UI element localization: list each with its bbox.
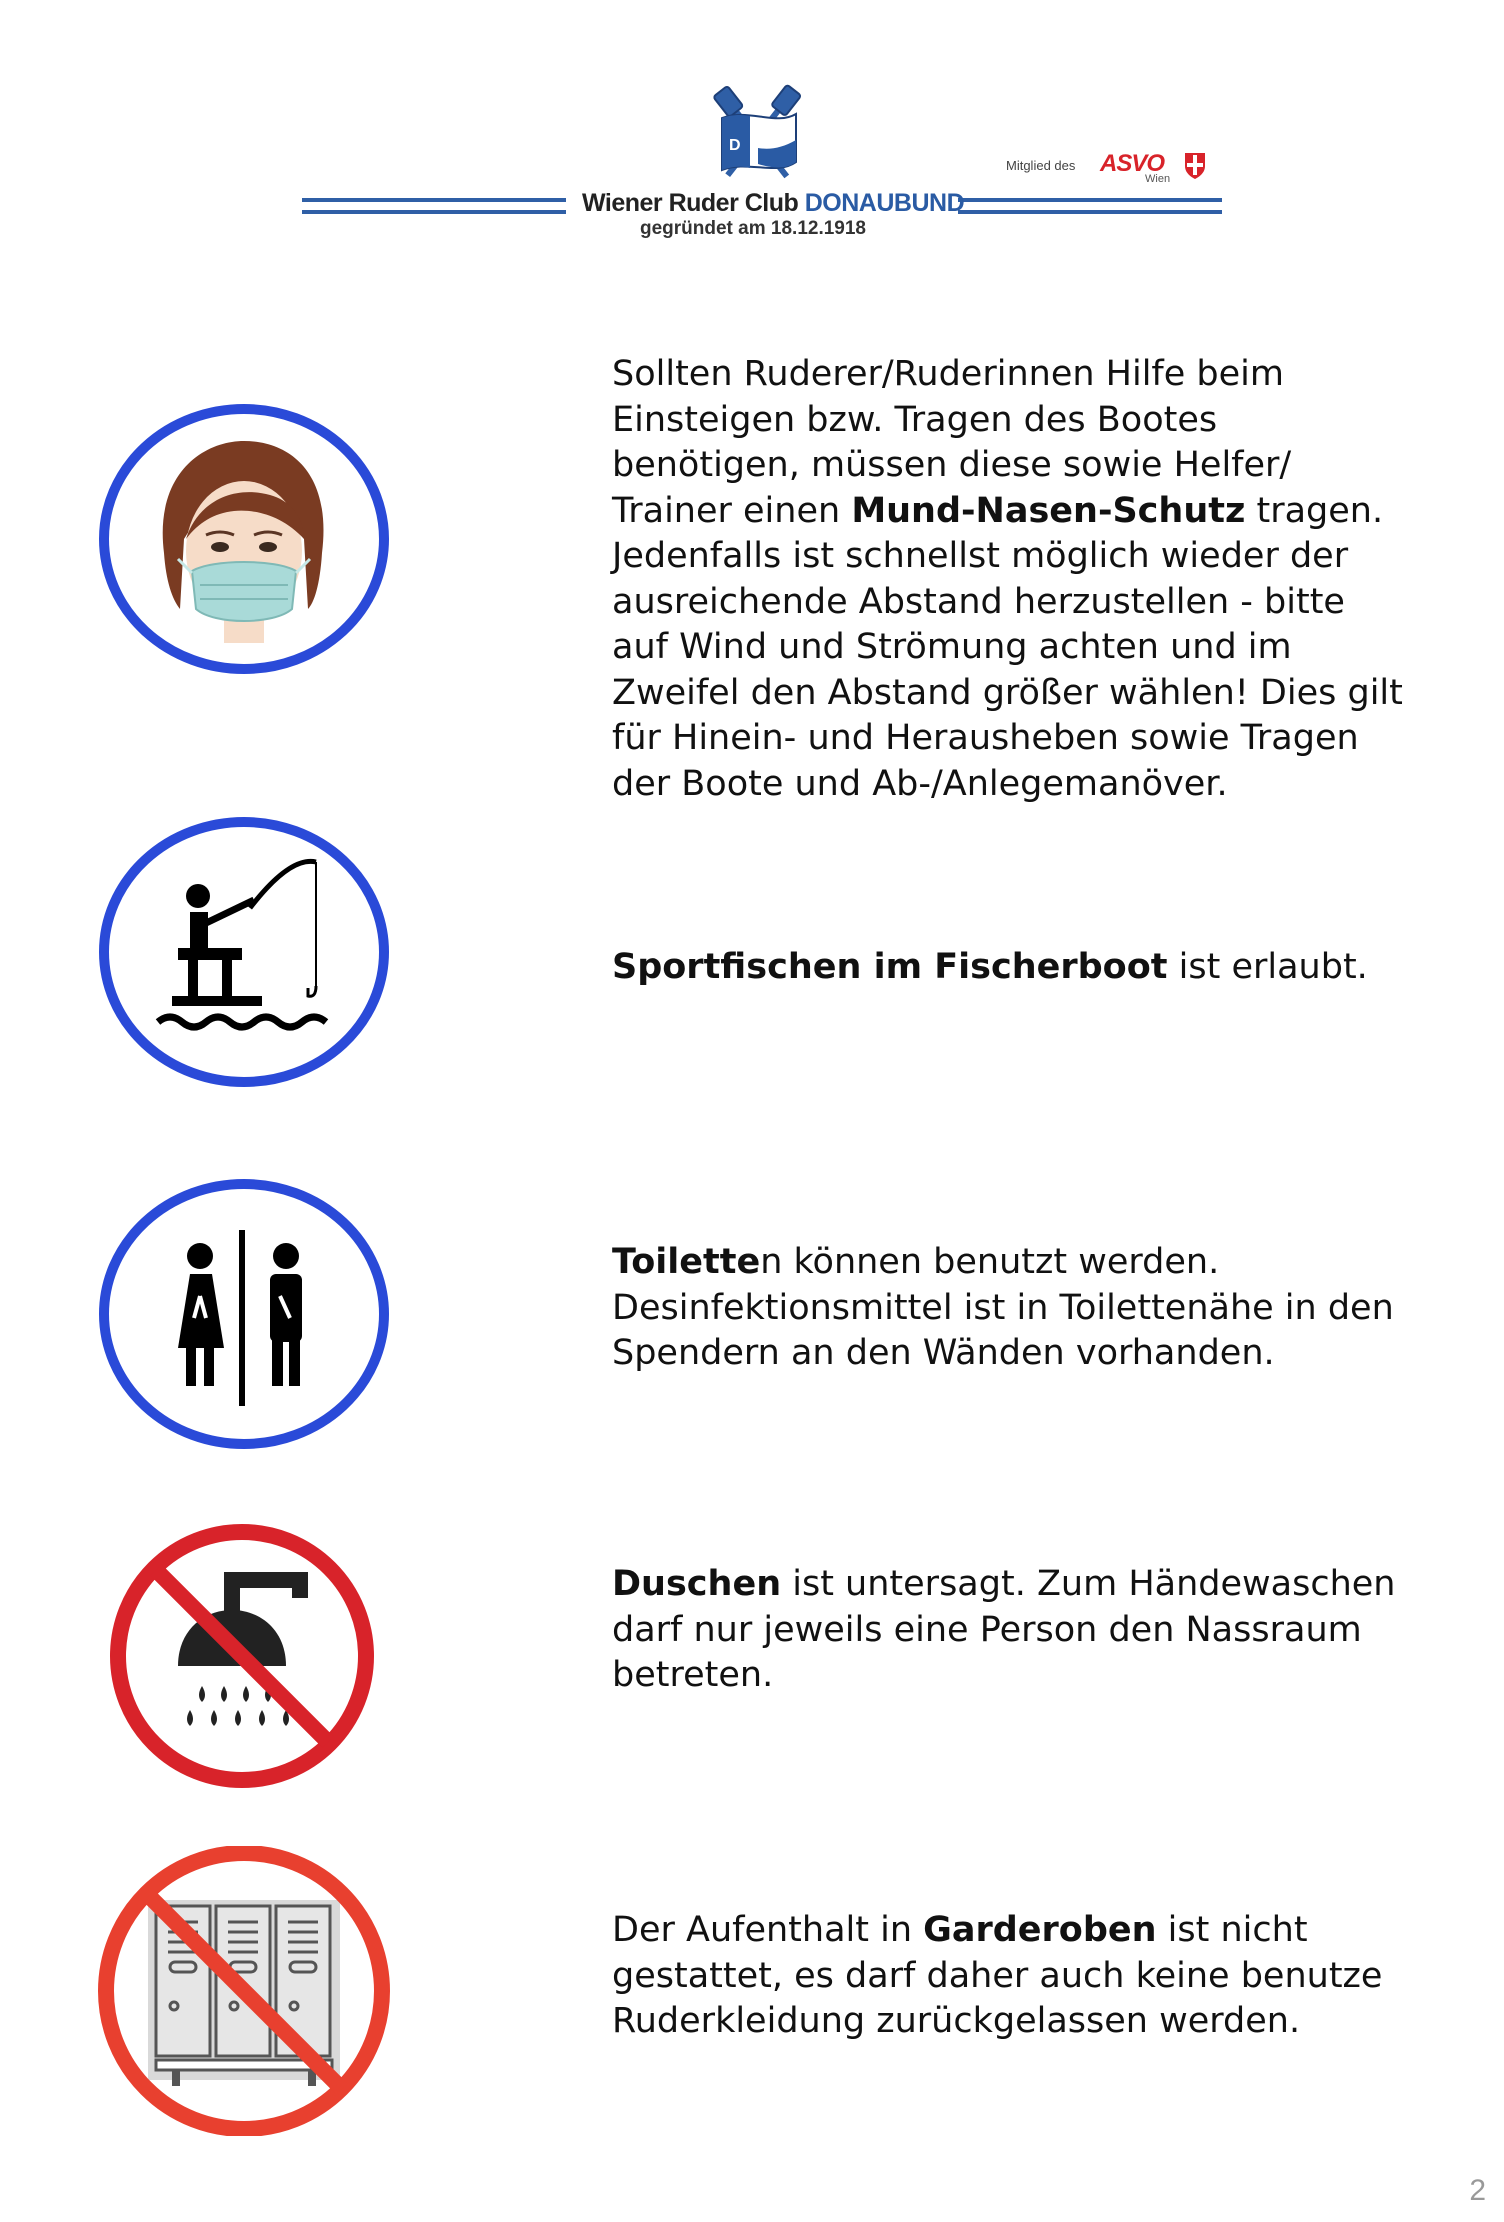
club-name-accent: DONAUBUND <box>804 189 965 217</box>
section-mask-text <box>612 352 1412 807</box>
vienna-shield-icon <box>1184 152 1206 180</box>
section-fishing-text-bold: Sportfischen im Fischerboot <box>612 947 1168 987</box>
page-number: 2 <box>1469 2174 1486 2207</box>
section-mask-text-part-2: tragen. Jedenfalls ist schnellst möglich wieder der ausreichende Abstand herzustellen - bitte auf Wind und Strömung achten und im Zweifel den Abstand größer wählen! Dies gilt für Hinein- und Herausheben sowie Tragen der Boote und Ab-/Anlegemanöver. <box>612 490 1403 804</box>
emblem-letter: D <box>729 137 741 154</box>
club-name-main: Wiener Ruder Club <box>582 189 799 217</box>
section-locker-text <box>612 1908 1412 2045</box>
section-mask-text-part-1: Sollten Ruderer/Ruderinnen Hilfe beim Einsteigen bzw. Tragen des Bootes benötigen, müssen diese sowie Helfer/ Trainer einen <box>612 354 1292 531</box>
section-shower-text <box>612 1562 1412 1699</box>
club-name <box>582 189 964 218</box>
toilet-icon <box>94 1178 398 1454</box>
face-mask-icon <box>94 403 398 679</box>
asvo-logo-text: ASVO <box>1100 150 1165 177</box>
header-rule-left-top <box>302 198 566 202</box>
fishing-icon <box>94 816 398 1092</box>
section-mask-text-bold: Mund-Nasen-Schutz <box>851 490 1246 531</box>
section-locker-text-bold: Garderoben <box>923 1910 1157 1950</box>
section-shower-text-part: ist untersagt. Zum Händewaschen darf nur jeweils eine Person den Nassraum betreten. <box>612 1564 1396 1695</box>
section-fishing-text-part: ist erlaubt. <box>1167 947 1368 987</box>
section-toilet-text-bold: Toilette <box>612 1242 761 1282</box>
header-rule-left-bottom <box>302 210 566 214</box>
section-locker-text-part-1: Der Aufenthalt in <box>612 1910 924 1950</box>
no-shower-icon <box>104 1518 380 1794</box>
section-shower-text-bold: Duschen <box>612 1564 782 1604</box>
header-rule-right-bottom <box>958 210 1222 214</box>
section-fishing-text <box>612 945 1412 991</box>
header-rule-right-top <box>958 198 1222 202</box>
club-emblem-icon <box>688 78 828 188</box>
section-locker-text-part-2: ist nicht gestattet, es darf daher auch keine benutze Ruderkleidung zurückgelassen werden. <box>612 1910 1383 2041</box>
asvo-city: Wien <box>1145 173 1171 185</box>
no-locker-room-icon <box>92 1846 396 2136</box>
section-toilet-text <box>612 1240 1412 1377</box>
member-of-label: Mitglied des <box>1006 158 1076 173</box>
founded-date: gegründet am 18.12.1918 <box>640 218 866 239</box>
section-toilet-text-part: n können benutzt werden. Desinfektionsmittel ist in Toilettenähe in den Spendern an den Wänden vorhanden. <box>612 1242 1394 1373</box>
